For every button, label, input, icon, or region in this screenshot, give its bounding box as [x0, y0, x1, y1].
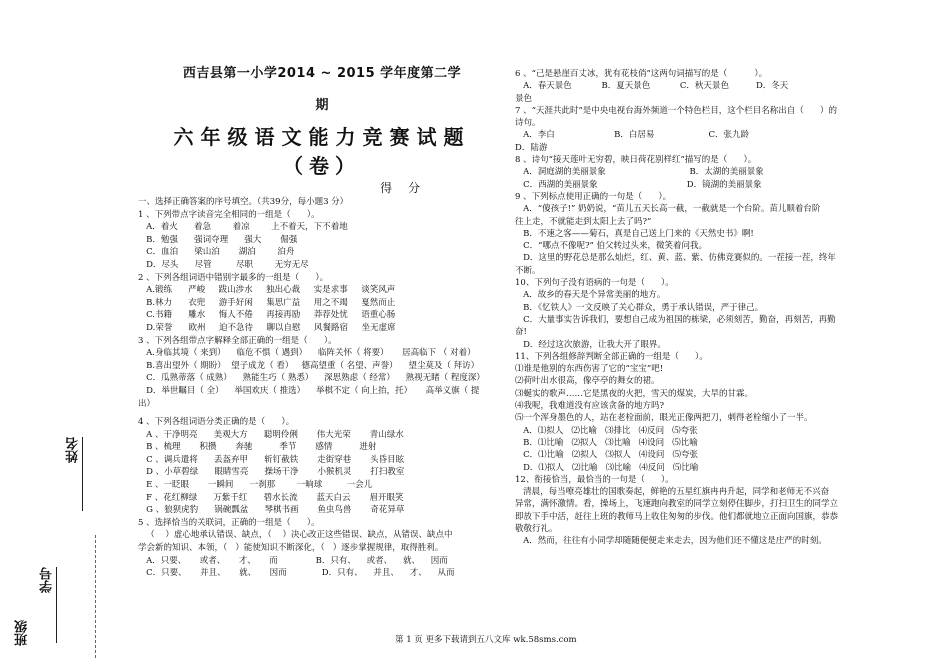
question-line: C．西湖的美丽景象 D．镜湖的美丽景象 — [515, 179, 762, 190]
student-id-underline — [56, 567, 57, 643]
question-line: 出） — [138, 398, 156, 409]
left-column — [138, 64, 506, 580]
question-line: 异常，满怀激情。看，操场上，飞速跑向教室的同学立刻停住脚步，打扫卫生的同学立 — [515, 499, 839, 510]
question-line: D.荣誉 欧州 迫不急待 聊以自慰 风餐路宿 坐无虚席 — [138, 322, 396, 333]
question-line: A．“傻孩子!” 奶奶说，“苗儿五天长高一截，一截就是一个台阶。苗儿顺着台阶 — [515, 204, 821, 215]
question-line: 6 、“己是悬崖百丈冰，犹有花枝俏”这两句词描写的是（ ）。 — [515, 69, 768, 79]
question-line: C．只要、 并且、 就、 因而 D．只有、 并且、 才、 从而 — [138, 568, 455, 579]
question-line: A．洞庭湖的美丽景象 B．太湖的美丽景象 — [515, 167, 764, 178]
binding-line — [95, 535, 97, 658]
question-line: A.锻练 严峻 跋山涉水 独出心裁 实是求事 谈笑风声 — [138, 285, 396, 296]
class-label: 班级 — [15, 620, 30, 646]
question-line: 9 、下列标点使用正确的一句是（ ）。 — [515, 191, 672, 202]
name-underline — [82, 437, 83, 511]
question-line: E 、一眨眼 一瞬间 一刹那 一晌球 一会儿 — [138, 480, 373, 491]
question-line: C．“哪点不像呢?” 伯父转过头来，微笑着问我。 — [515, 241, 708, 252]
question-line: A.身临其境（ 来到） 临危不惧（ 遇到） 临阵关怀（ 将要） 居高临下 （ 对着） — [138, 348, 476, 359]
question-line: A．故乡的春天是个异常美丽的地方。 — [515, 290, 666, 301]
question-line: 8 、诗句“接天莲叶无穷碧，映日荷花别样红”描写的是（ ）。 — [515, 155, 757, 166]
page-footer: 第 1 页 更多下载请到五八文库 wk.58sms.com — [395, 635, 577, 645]
question-line: （ ）虚心地承认错误、缺点，（ ）决心改正这些错误、缺点，从错误、缺点中 — [138, 530, 453, 541]
question-line: 5 、选择恰当的关联词，正确的一组是（ ）。 — [138, 517, 320, 528]
question-line: C．瓜熟蒂落（ 成熟） 熟能生巧（ 熟悉） 深思熟虑（ 经常） 熟视无睹（ 程度深） — [138, 373, 485, 384]
question-line: D．这里的野花总是那么灿烂，红、黄、蓝、紫、仿佛竞赛似的。一茬接一茬，终年 — [515, 253, 836, 264]
question-line: B.林力 衣兜 游手好闲 集思广益 用之不竭 戛然而止 — [138, 297, 396, 308]
student-id-label: 学号 — [40, 567, 55, 593]
question-line: C．血泊 梁山泊 湖泊 泊舟 — [138, 247, 295, 258]
question-line: D．举世瞩目（ 全） 举国欢庆（ 推选） 举棋不定（ 向上抬，托） 高举义旗（ 提 — [138, 385, 480, 396]
question-line: 往上走，不就能走到太阳上去了吗?” — [515, 216, 652, 227]
question-line: B．不速之客——菊石，真是自己送上门来的《天然史书》啊! — [515, 228, 754, 239]
question-line: D．⑴拟人 ⑵比喻 ⑶比喻 ⑷反问 ⑸比喻 — [515, 462, 699, 473]
question-line: 11、下列各组修辞判断全部正确的一组是（ ）。 — [515, 351, 708, 362]
question-line: C．⑴比喻 ⑵拟人 ⑶拟人 ⑷设问 ⑸夸张 — [515, 450, 699, 461]
question-line: 7 、“天涯共此时”是中央电视台海外频道一个特色栏目，这个栏目名称出自（ ）的 — [515, 105, 838, 116]
question-line: ⑷我呢，我难道没有应该贪备的地方吗? — [515, 401, 665, 412]
question-line: ⑸一个浑身墨色的人，站在老栓面前，眼光正像两把刀，刺得老栓缩小了一半。 — [515, 413, 813, 424]
question-line: C.书籍 雕水 悔人不倦 再接再励 莽荐处忧 语重心肠 — [138, 310, 396, 321]
question-line: A 、干净明亮 美观大方 聪明伶俐 伟大光荣 青山绿水 — [138, 429, 404, 440]
question-line: 4 、下列各组词语分类正确的是（ ）。 — [138, 417, 295, 428]
question-line: C 、调兵遣将 丢盔弃甲 斩钉截铁 走街穿巷 头昏目眩 — [138, 454, 405, 465]
question-line: 一、选择正确答案的序号填空。（共39分，每小题3 分） — [138, 197, 349, 207]
question-line: 景色 — [515, 93, 533, 104]
question-line: 2 、下列各组词语中错别字最多的一组是（ ）。 — [138, 272, 329, 283]
question-line: D．陆游 — [515, 142, 548, 153]
question-line: 奋! — [515, 327, 527, 338]
name-label: 姓名 — [66, 437, 81, 463]
question-line: 清晨，每当嘹亮雄壮的国歌奏起，鲜艳的五星红旗冉冉升起，同学和老师无不兴奋 — [515, 487, 830, 498]
school-title-cont: 期 — [315, 98, 329, 113]
question-line: A．春天景色 B．夏天景色 C．秋天景色 D．冬天 — [515, 81, 789, 92]
question-line: A．然而，往往有小同学却随随便便走来走去，因为他们还不懂这是庄严的时刻。 — [515, 536, 827, 547]
student-info-sidebar — [15, 437, 81, 650]
right-column — [515, 68, 863, 548]
question-line: 学会新的知识、本领，（ ）能使知识不断深化，（ ）逐步掌握规律，取得胜利。 — [138, 543, 444, 554]
school-title: 西吉县第一小学2014 ~ 2015 学年度第二学 — [182, 66, 462, 81]
question-line: B．《忆铁人》一文反映了关心群众，勇于承认错误，严于律己。 — [515, 302, 764, 313]
question-line: 10、下列句子没有语病的一句是（ ）。 — [515, 278, 674, 289]
question-line: G 、狼狈虎豹 锅碗瓢盆 琴棋书画 鱼虫鸟兽 奇花异草 — [138, 505, 405, 516]
question-line: 3 、下列各组带点字解释全部正确的一组是（ ）。 — [138, 335, 337, 346]
exam-subtitle: （卷） — [283, 154, 361, 178]
question-line: ⑶蜒实的歌声……它是黑夜的火把，雪天的煤炭，大旱的甘霖。 — [515, 388, 754, 399]
question-line: 1 、下列带点字读音完全相同的一组是（ ）。 — [138, 209, 320, 220]
question-line: A．着火 着急 着凉 上不着天，下不着地 — [138, 222, 348, 233]
question-line: B.喜出望外（ 期盼） 望子成龙（ 看） 德高望重（ 名望、声誉） 望尘莫及（ 拜访） — [138, 360, 480, 371]
question-line: 12、衔接恰当，最恰当的一句是（ ）。 — [515, 474, 674, 485]
exam-title: 六年级语文能力竞赛试题 — [173, 125, 471, 149]
question-line: B．勉强 强词夺理 强大 倔强 — [138, 234, 298, 245]
left-questions — [138, 196, 506, 580]
question-line: ⑴谁是他别的东西伤害了它的“宝宝”吧! — [515, 364, 664, 375]
question-line: A．只要、 或者、 才、 而 B．只有、 或者、 就、 因而 — [138, 555, 448, 566]
question-line: ⑵荷叶出水很高，像亭亭的舞女的裙。 — [515, 376, 660, 387]
question-line: A．李白 B．白居易 C．张九龄 — [515, 130, 749, 141]
question-line: 诗句。 — [515, 118, 541, 129]
question-line: D．尽头 尽管 尽职 无穷无尽 — [138, 259, 309, 270]
question-line: 不断。 — [515, 265, 541, 276]
right-questions — [515, 68, 863, 548]
question-line: D．经过这次旅游，让我大开了眼界。 — [515, 339, 666, 350]
question-line: 即放下手中活，赶往上班的教师马上收住匆匆的步伐。他们都就地立正面向国旗，恭恭 — [515, 511, 839, 522]
question-line: B 、梳理 积攒 奔驰 季节 感情 进射 — [138, 442, 377, 453]
question-line: F 、花红柳绿 万紫千红 碧水长流 蓝天白云 眉开眼笑 — [138, 492, 404, 503]
question-line: 敬敬行礼。 — [515, 523, 558, 534]
question-line: B．⑴比喻 ⑵拟人 ⑶比喻 ⑷设问 ⑸比喻 — [515, 437, 698, 448]
question-line: D 、小草碧绿 眼睛雪亮 操场干净 小猴机灵 打扫教室 — [138, 467, 405, 478]
question-line: A．⑴拟人 ⑵比喻 ⑶排比 ⑷反问 ⑸夸张 — [515, 425, 698, 436]
question-line: C．大量事实告诉我们，要想自己成为祖国的栋梁，必须刻苦，勤奋，再刻苦，再勤 — [515, 314, 836, 325]
score-label: 得 分 — [380, 181, 426, 195]
